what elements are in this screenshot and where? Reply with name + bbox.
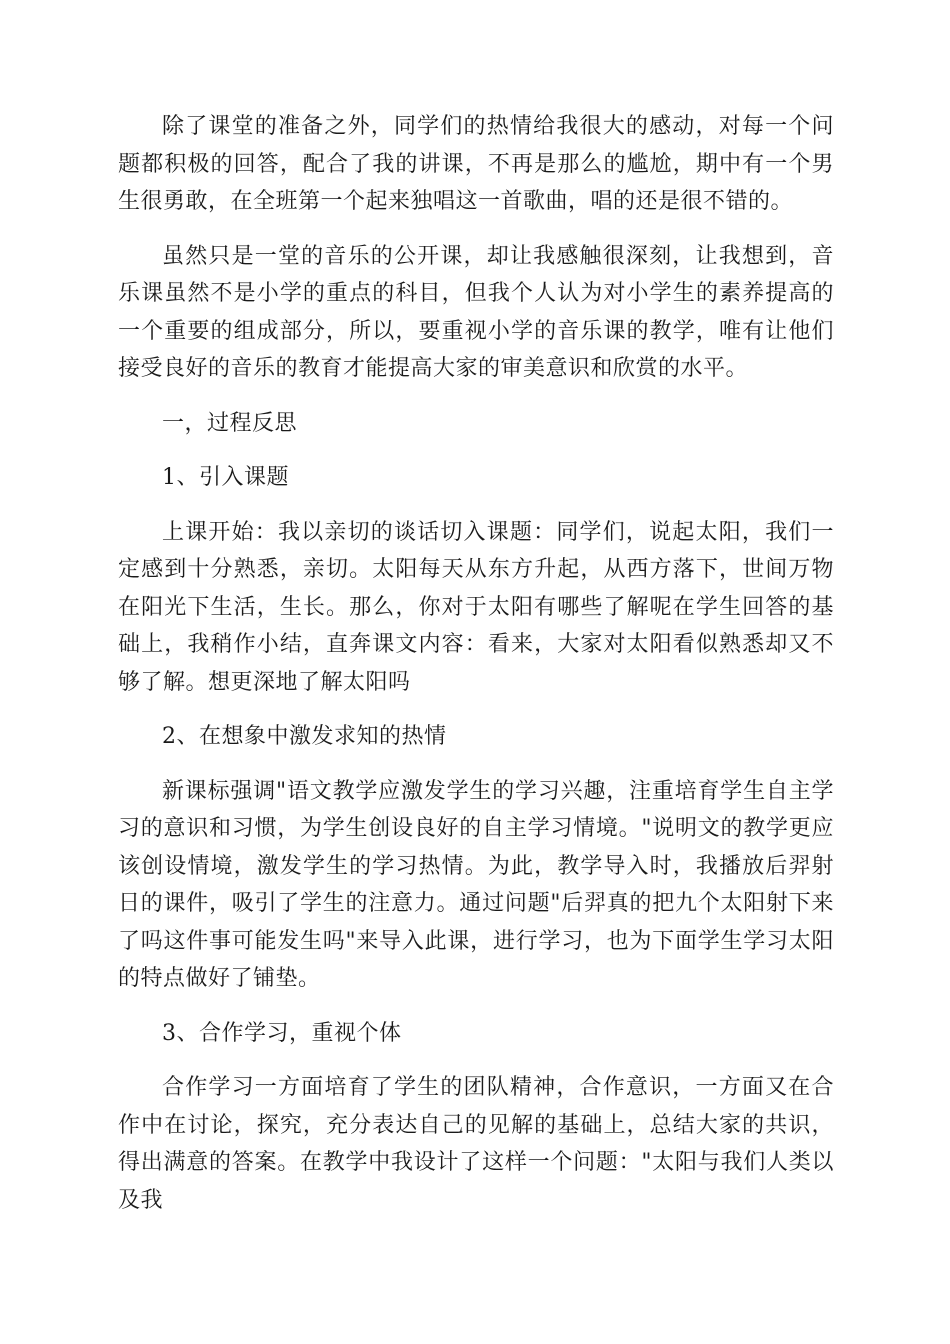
paragraph-class-opening: 上课开始：我以亲切的谈话切入课题：同学们，说起太阳，我们一定感到十分熟悉，亲切。太阳每天从东方升起，从西方落下，世间万物在阳光下生活，生长。那么，你对于太阳有哪些了解呢在学生回答的基础上，我稍作小结，直奔课文内容：看来，大家对太阳看似熟悉却又不够了解。想更深地了解太阳吗 <box>118 519 834 695</box>
paragraph-cooperative-learning: 合作学习一方面培育了学生的团队精神，合作意识，一方面又在合作中在讨论，探究，充分表达自己的见解的基础上，总结大家的共识，得出满意的答案。在教学中我设计了这样一个问题："太阳与我们人类以及我 <box>118 1075 834 1213</box>
subheading-introduce-topic: 1、引入课题 <box>162 465 289 490</box>
section-heading-process-reflection: 一，过程反思 <box>162 410 298 436</box>
paragraph-student-enthusiasm: 除了课堂的准备之外，同学们的热情给我很大的感动，对每一个问题都积极的回答，配合了我的讲课，不再是那么的尴尬，期中有一个男生很勇敢，在全班第一个起来独唱这一首歌曲，唱的还是很不错的。 <box>118 114 834 214</box>
document-page <box>118 108 834 1236</box>
paragraph-music-class-reflection: 虽然只是一堂的音乐的公开课，却让我感触很深刻，让我想到，音乐课虽然不是小学的重点的科目，但我个人认为对小学生的素养提高的一个重要的组成部分，所以，要重视小学的音乐课的教学，唯有让他们接受良好的音乐的教育才能提高大家的审美意识和欣赏的水平。 <box>118 243 834 381</box>
paragraph-curriculum-standards: 新课标强调"语文教学应激发学生的学习兴趣，注重培育学生自主学习的意识和习惯，为学生创设良好的自主学习情境。"说明文的教学更应该创设情境，激发学生的学习热情。为此，教学导入时，我播放后羿射日的课件，吸引了学生的注意力。通过问题"后羿真的把九个太阳射下来了吗这件事可能发生吗"来导入此课，进行学习，也为下面学生学习太阳的特点做好了铺垫。 <box>118 778 834 991</box>
subheading-stimulate-curiosity: 2、在想象中激发求知的热情 <box>162 724 447 749</box>
subheading-cooperative-learning: 3、合作学习，重视个体 <box>162 1020 402 1046</box>
